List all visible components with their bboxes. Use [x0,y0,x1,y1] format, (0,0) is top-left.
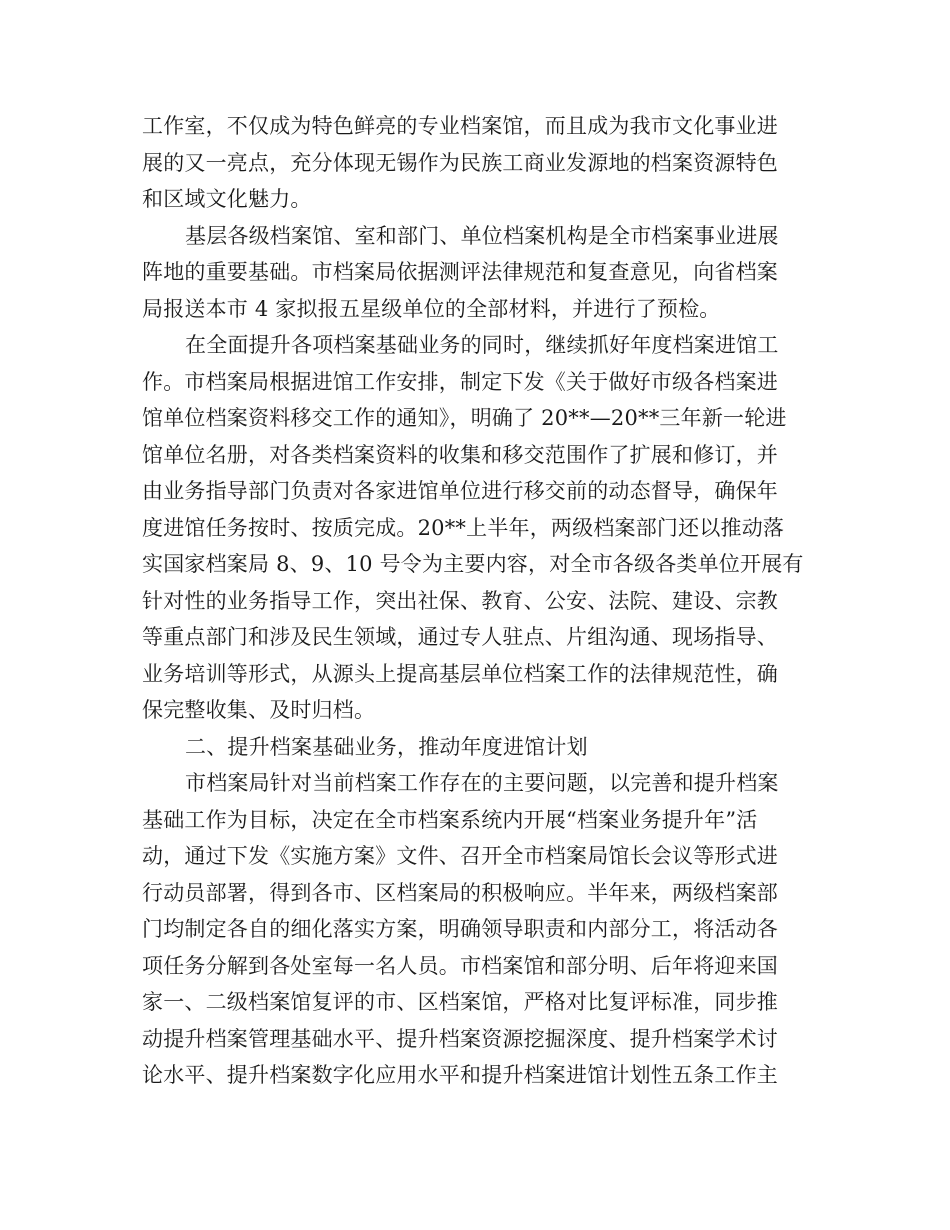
text-line: 基础工作为目标，决定在全市档案系统内开展“档案业务提升年”活 [142,807,758,832]
text-line: 由业务指导部门负责对各家进馆单位进行移交前的动态督导，确保年 [142,479,778,503]
text-line: 度进馆任务按时、按质完成。20**上半年，两级档案部门还以推动落 [142,515,785,540]
text-line: 市档案局针对当前档案工作存在的主要问题，以完善和提升档案 [185,771,779,795]
text-line: 动提升档案管理基础水平、提升档案资源挖掘深度、提升档案学术讨 [142,1026,778,1051]
text-line: 在全面提升各项档案基础业务的同时，继续抓好年度档案进馆工 [185,333,779,357]
text-line: 针对性的业务指导工作，突出社保、教育、公安、法院、建设、宗教 [142,588,778,613]
text-line: 论水平、提升档案数字化应用水平和提升档案进馆计划性五条工作主 [142,1063,778,1087]
text-line: 实国家档案局 8、9、10 号令为主要内容，对全市各级各类单位开展有 [142,552,804,576]
text-line: 二、提升档案基础业务，推动年度进馆计划 [185,734,588,759]
text-line: 作。市档案局根据进馆工作安排，制定下发《关于做好市级各档案进 [142,369,778,394]
document-body [142,108,806,1094]
text-line: 行动员部署，得到各市、区档案局的积极响应。半年来，两级档案部 [142,880,778,905]
text-line: 基层各级档案馆、室和部门、单位档案机构是全市档案事业进展 [185,223,779,248]
text-line: 门均制定各自的细化落实方案，明确领导职责和内部分工，将活动各 [142,917,778,941]
text-line: 等重点部门和涉及民生领域，通过专人驻点、片组沟通、现场指导、 [142,625,778,649]
text-line: 工作室，不仅成为特色鲜亮的专业档案馆，而且成为我市文化事业进 [142,114,778,138]
text-line: 局报送本市 4 家拟报五星级单位的全部材料，并进行了预检。 [142,296,721,321]
text-line: 馆单位档案资料移交工作的通知》，明确了 20**—20**三年新一轮进 [142,406,787,430]
text-line: 和区域文化魅力。 [142,187,312,211]
text-line: 动，通过下发《实施方案》文件、召开全市档案局馆长会议等形式进 [142,844,778,868]
text-line: 业务培训等形式，从源头上提高基层单位档案工作的法律规范性，确 [142,661,778,686]
text-line: 家一、二级档案馆复评的市、区档案馆，严格对比复评标准，同步推 [142,990,778,1014]
text-line: 展的又一亮点，充分体现无锡作为民族工商业发源地的档案资源特色 [142,150,778,175]
text-line: 项任务分解到各处室每一名人员。市档案馆和部分明、后年将迎来国 [142,953,778,978]
text-line: 保完整收集、及时归档。 [142,698,376,722]
text-line: 阵地的重要基础。市档案局依据测评法律规范和复查意见，向省档案 [142,260,778,284]
text-line: 馆单位名册，对各类档案资料的收集和移交范围作了扩展和修订，并 [142,442,778,467]
